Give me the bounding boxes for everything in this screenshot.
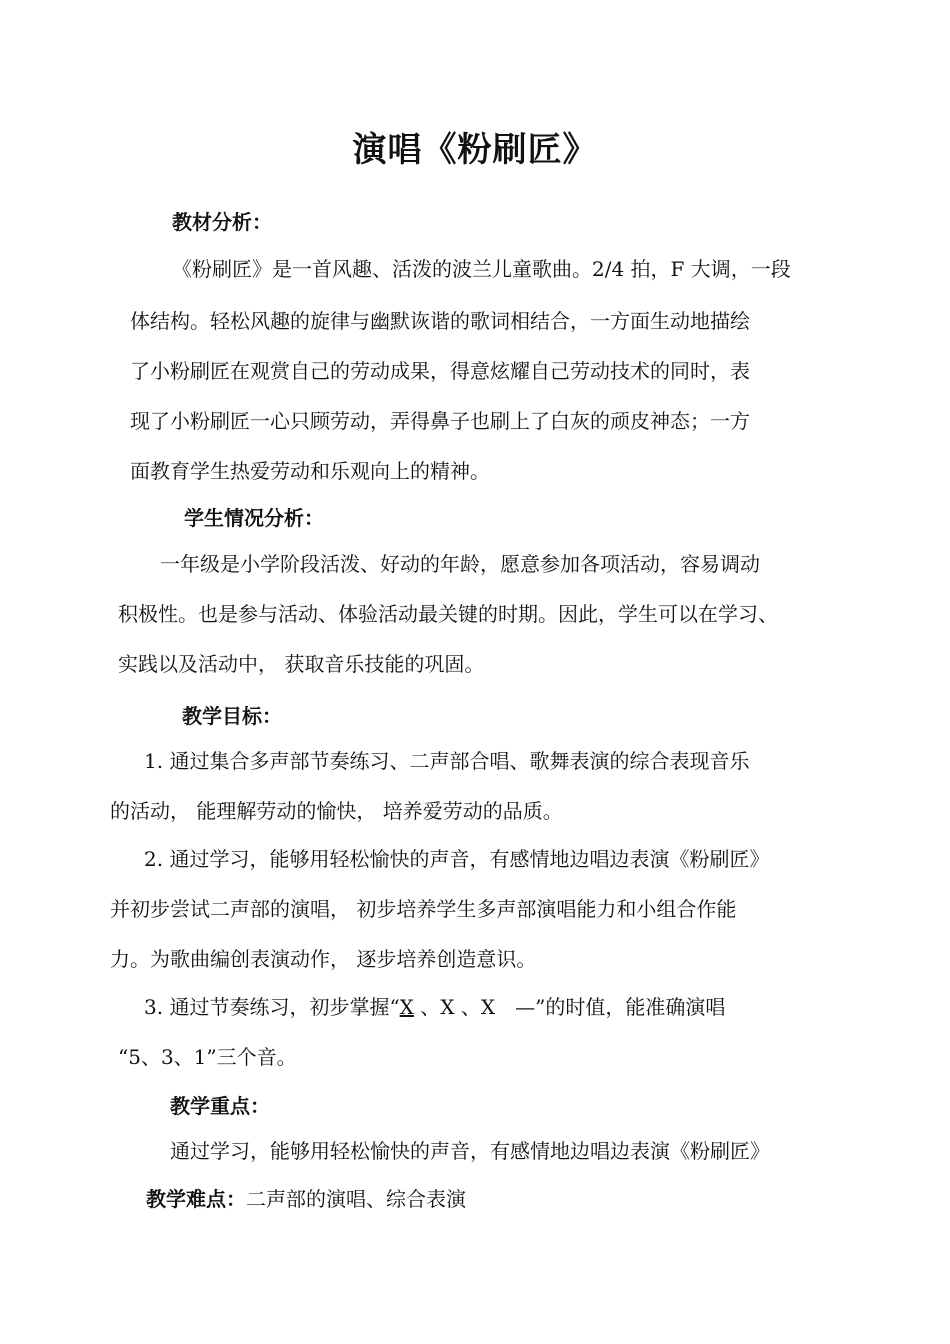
difficulties-text: 二声部的演唱、综合表演 bbox=[246, 1187, 466, 1211]
material-line-4: 现了小粉刷匠一心只顾劳动，弄得鼻子也刷上了白灰的顽皮神态；一方 bbox=[130, 409, 750, 433]
goal-2-line-1: 2. 通过学习，能够用轻松愉快的声音，有感情地边唱边表演《粉刷匠》 bbox=[144, 847, 770, 871]
material-analysis-heading: 教材分析： bbox=[172, 210, 272, 234]
material-line-1: 《粉刷匠》是一首风趣、活泼的波兰儿童歌曲。2/4 拍，F 大调，一段 bbox=[172, 257, 791, 281]
goal-3-underlined-note: X bbox=[399, 995, 414, 1019]
key-points-text: 通过学习，能够用轻松愉快的声音，有感情地边唱边表演《粉刷匠》 bbox=[170, 1139, 770, 1163]
goal-1-line-1: 1. 通过集合多声部节奏练习、二声部合唱、歌舞表演的综合表现音乐 bbox=[144, 749, 750, 773]
goal-3-text-before: 3. 通过节奏练习，初步掌握“ bbox=[144, 995, 400, 1019]
student-line-3: 实践以及活动中， 获取音乐技能的巩固。 bbox=[118, 652, 485, 676]
goal-2-line-2: 并初步尝试二声部的演唱， 初步培养学生多声部演唱能力和小组合作能 bbox=[110, 897, 737, 921]
goal-3-line-1 bbox=[144, 993, 725, 1021]
difficulties-heading: 教学难点： bbox=[146, 1187, 246, 1211]
material-line-2: 体结构。轻松风趣的旋律与幽默诙谐的歌词相结合，一方面生动地描绘 bbox=[130, 309, 750, 333]
goal-2-line-3: 力。为歌曲编创表演动作， 逐步培养创造意识。 bbox=[110, 947, 537, 971]
student-line-2: 积极性。也是参与活动、体验活动最关键的时期。因此，学生可以在学习、 bbox=[118, 602, 778, 626]
material-line-3: 了小粉刷匠在观赏自己的劳动成果，得意炫耀自己劳动技术的同时，表 bbox=[130, 359, 750, 383]
student-analysis-heading: 学生情况分析： bbox=[184, 506, 324, 530]
goal-3-text-after: 、X 、X —”的时值，能准确演唱 bbox=[413, 995, 726, 1019]
goal-1-line-2: 的活动， 能理解劳动的愉快， 培养爱劳动的品质。 bbox=[110, 799, 563, 823]
document-title: 演唱《粉刷匠》 bbox=[352, 130, 598, 170]
difficulties-line bbox=[146, 1185, 466, 1213]
teaching-goals-heading: 教学目标： bbox=[182, 704, 282, 728]
goal-3-line-2: “5、3、1”三个音。 bbox=[118, 1045, 297, 1069]
key-points-heading: 教学重点： bbox=[170, 1094, 270, 1118]
student-line-1: 一年级是小学阶段活泼、好动的年龄，愿意参加各项活动，容易调动 bbox=[160, 552, 760, 576]
material-line-5: 面教育学生热爱劳动和乐观向上的精神。 bbox=[130, 459, 490, 483]
